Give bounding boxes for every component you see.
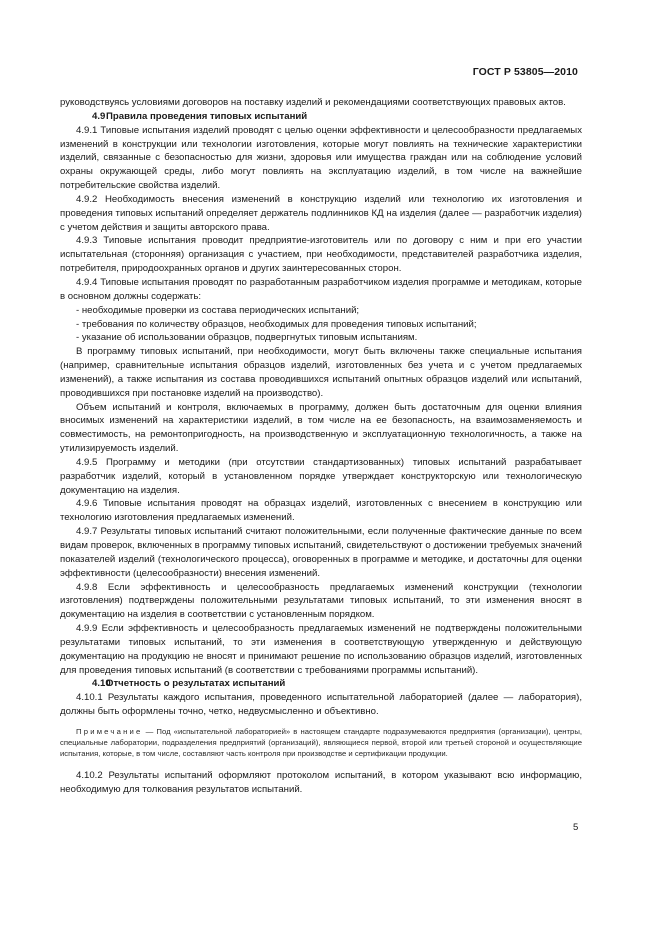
heading-title: Правила проведения типовых испытаний bbox=[106, 110, 308, 122]
paragraph-continuation: руководствуясь условиями договоров на поставку изделий и рекомендациями соответствующих правовых актов. bbox=[60, 97, 566, 108]
heading-number: 4.9 bbox=[92, 110, 106, 122]
list-item: - требования по количеству образцов, необходимых для проведения типовых испытаний; bbox=[76, 318, 477, 330]
document-body bbox=[60, 96, 582, 797]
heading-title: Отчетность о результатах испытаний bbox=[106, 678, 286, 690]
paragraph-4-10-2: 4.10.2 Результаты испытаний оформляют протоколом испытаний, в котором указывают всю информацию, необходимую для толкования результатов испытаний. bbox=[60, 769, 582, 795]
section-heading-4-10 bbox=[60, 677, 582, 691]
heading-number: 4.10 bbox=[92, 678, 111, 690]
paragraph-scope: Объем испытаний и контроля, включаемых в программу, должен быть достаточным для оценки влияния вносимых изменений на характеристики изделий, в том числе на ее безопасность, на взаимозаменяемость и совместимость, на ремонтопригодность, на производственную и эксплуатационную технологичность, а также на утилизируемость изделий. bbox=[60, 401, 582, 455]
note-label: Примечание bbox=[76, 726, 143, 736]
paragraph-4-9-3: 4.9.3 Типовые испытания проводит предприятие-изготовитель или по договору с ним и при его участии испытательная (сторонняя) организация с участием, при необходимости, представителей разработчика изделия, потребителя, природоохранных органов и других заинтересованных сторон. bbox=[60, 235, 582, 275]
paragraph-4-9-7: 4.9.7 Результаты типовых испытаний считают положительными, если полученные фактические данные по всем видам проверок, включенных в программу типовых испытаний, свидетельствуют о достижении требуемых значений показателей изделий (технологического процесса), оговоренных в программе и методике, и достаточны для оценки эффективности (целесообразности) внесения изменений. bbox=[60, 526, 582, 579]
paragraph-4-9-8: 4.9.8 Если эффективность и целесообразность предлагаемых изменений конструкции (технологии изготовления) подтверждены положительными результатами типовых испытаний, то эти изменения вносят в документацию на изделия в соответствии с установленным порядком. bbox=[60, 581, 582, 621]
paragraph-4-9-6: 4.9.6 Типовые испытания проводят на образцах изделий, изготовленных с внесением в конструкцию или технологию изготовления предлагаемых изменений. bbox=[60, 498, 582, 524]
paragraph-program: В программу типовых испытаний, при необходимости, могут быть включены также специальные испытания (например, сравнительные испытания образцов изделий, изготовленных без учета и с учетом предлагаемых изменений), а также испытания из состава проводившихся испытаний опытных образцов изделий или испытаний, проводившихся при постановке изделий на производство). bbox=[60, 346, 582, 399]
standard-number: ГОСТ Р 53805—2010 bbox=[472, 66, 578, 78]
paragraph-4-9-9: 4.9.9 Если эффективность и целесообразность предлагаемых изменений не подтверждены положительными результатами типовых испытаний, то эти изменения в соответствующую утвержденную и действующую документацию на продукцию не вносят и принимают решение по использованию образцов изделий, изготовленных для проведения типовых испытаний (в соответствии с требованиями программы испытаний). bbox=[60, 623, 582, 676]
paragraph-4-9-2: 4.9.2 Необходимость внесения изменений в конструкцию изделий или технологию их изготовления и проведения типовых испытаний определяет держатель подлинников КД на изделия (далее — разработчик изделия) с учетом действия и защиты авторского права. bbox=[60, 193, 582, 233]
section-heading-4-9 bbox=[60, 110, 582, 124]
note-text: — Под «испытательной лабораторией» в настоящем стандарте подразумеваются предприятия (организации), центры, специальные лаборатории, подразделения предприятий (организаций), являющиеся первой, второй или третьей стороной и осуществляющие испытания, которые, в том числе, составляют часть контроля при производстве и сертификации продукции. bbox=[60, 726, 582, 758]
note bbox=[60, 726, 582, 759]
paragraph-4-10-1: 4.10.1 Результаты каждого испытания, проведенного испытательной лабораторией (далее — лаборатория), должны быть оформлены точно, четко, недвусмысленно и объективно. bbox=[60, 692, 582, 718]
paragraph-4-9-5: 4.9.5 Программу и методики (при отсутствии стандартизованных) типовых испытаний разрабатывает разработчик изделий, который в установленном порядке утверждает конструкторскую или технологическую документацию на изделия. bbox=[60, 456, 582, 496]
list-item: - указание об использовании образцов, подвергнутых типовым испытаниям. bbox=[76, 332, 418, 344]
list-item: - необходимые проверки из состава периодических испытаний; bbox=[76, 304, 360, 316]
paragraph-4-9-1: 4.9.1 Типовые испытания изделий проводят с целью оценки эффективности и целесообразности предлагаемых изменений в конструкции или технологии изготовления, которые могут повлиять на технические характеристики изделий, связанные с безопасностью для жизни, здоровья или имущества граждан или на соблюдение условий охраны окружающей среды, либо могут повлиять на эксплуатацию изделий, в том числе на важнейшие потребительские свойства изделий. bbox=[60, 124, 582, 192]
page-number: 5 bbox=[573, 822, 579, 833]
paragraph-4-9-4: 4.9.4 Типовые испытания проводят по разработанным разработчиком изделия программе и методикам, которые в основном должны содержать: bbox=[60, 276, 582, 302]
